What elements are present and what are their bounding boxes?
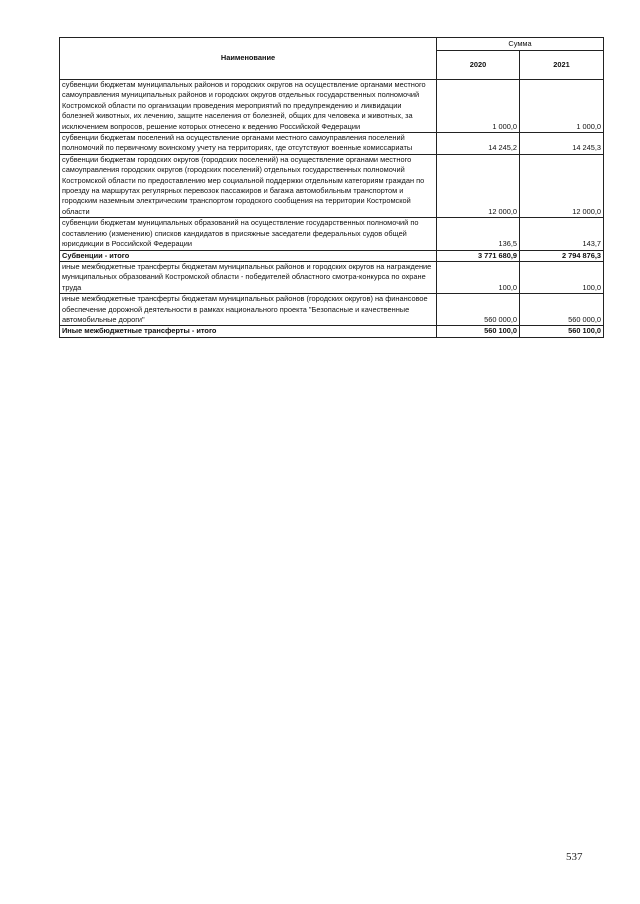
row-value-2020: 560 000,0 [437,294,520,326]
header-year-2021: 2021 [520,51,604,80]
row-name: иные межбюджетные трансферты бюджетам муниципальных районов (городских округов) на финансовое обеспечение дорожной деятельности в рамках национального проекта "Безопасные и качественные автомобильные дороги" [60,294,437,326]
row-name: субвенции бюджетам муниципальных районов и городских округов на осуществление органами местного самоуправления муниципальных районов и городских округов отдельных государственных полномочий Костромской области по организации проведения мероприятий по предупреждению и ликвидации болезней животных, их лечению, защите населения от болезней, общих для человека и животных, за исключением вопросов, решение которых отнесено к ведению Российской Федерации [60,80,437,133]
row-value-2020: 3 771 680,9 [437,250,520,261]
row-value-2020: 560 100,0 [437,326,520,337]
row-value-2020: 100,0 [437,261,520,293]
header-year-2020: 2020 [437,51,520,80]
page-number: 537 [566,851,583,863]
table-row [60,218,604,250]
row-name: субвенции бюджетам поселений на осуществление органами местного самоуправления поселений полномочий по первичному воинскому учету на территориях, где отсутствуют военные комиссариаты [60,133,437,155]
row-value-2021: 560 100,0 [520,326,604,337]
row-value-2020: 136,5 [437,218,520,250]
row-value-2021: 2 794 876,3 [520,250,604,261]
header-name: Наименование [60,38,437,80]
table-row [60,80,604,133]
row-name: субвенции бюджетам муниципальных образований на осуществление государственных полномочий по составлению (изменению) списков кандидатов в присяжные заседатели федеральных судов общей юрисдикции в Российской Федерации [60,218,437,250]
row-name: Субвенции - итого [60,250,437,261]
row-value-2021: 143,7 [520,218,604,250]
table-row [60,261,604,293]
table-row [60,133,604,155]
row-value-2020: 12 000,0 [437,154,520,217]
table-row-total [60,326,604,337]
row-value-2020: 1 000,0 [437,80,520,133]
table-row [60,294,604,326]
row-name: субвенции бюджетам городских округов (городских поселений) на осуществление органами местного самоуправления городских округов (городских поселений) отдельных государственных полномочий Костромской области по предоставлению мер социальной поддержки отдельным категориям граждан по проезду на маршрутах регулярных перевозок пассажиров и багажа автомобильным транспортом и городским наземным электрическим транспортом городского сообщения на территории Костромской области [60,154,437,217]
row-name: иные межбюджетные трансферты бюджетам муниципальных районов и городских округов на награждение муниципальных образований Костромской области - победителей областного смотра-конкурса по охране труда [60,261,437,293]
row-value-2021: 12 000,0 [520,154,604,217]
row-value-2021: 560 000,0 [520,294,604,326]
table-row [60,154,604,217]
row-value-2021: 1 000,0 [520,80,604,133]
table-row-total [60,250,604,261]
row-value-2021: 14 245,3 [520,133,604,155]
row-value-2020: 14 245,2 [437,133,520,155]
budget-table [59,37,604,338]
row-value-2021: 100,0 [520,261,604,293]
header-sum: Сумма [437,38,604,51]
row-name: Иные межбюджетные трансферты - итого [60,326,437,337]
